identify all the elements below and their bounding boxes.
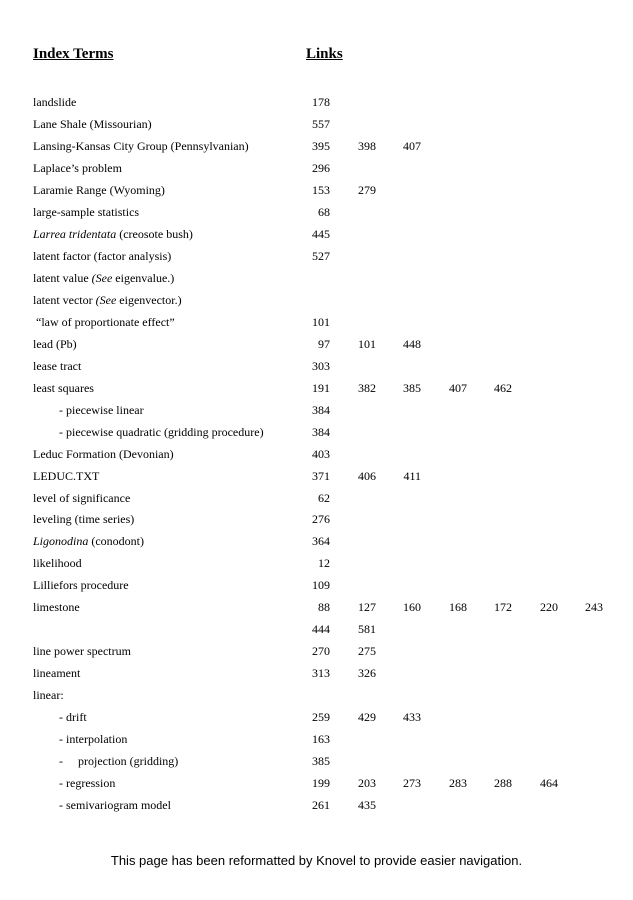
index-row (0, 578, 633, 600)
index-row (0, 447, 633, 469)
index-term: large-sample statistics (33, 204, 140, 219)
index-term: lead (Pb) (33, 336, 77, 351)
index-row (0, 139, 633, 161)
index-row (0, 425, 633, 447)
index-term: Larrea tridentata (creosote bush) (33, 226, 193, 241)
index-row (0, 622, 633, 644)
index-term: - projection (gridding) (59, 754, 179, 769)
index-term: latent factor (factor analysis) (33, 248, 172, 263)
index-row (0, 315, 633, 337)
page-link[interactable]: 273 (403, 776, 421, 791)
links-heading: Links (306, 46, 343, 62)
page-link[interactable]: 288 (494, 776, 512, 791)
page-link[interactable]: 259 (312, 710, 330, 725)
index-term: - regression (59, 776, 116, 791)
page-link[interactable]: 406 (358, 468, 376, 483)
index-term: latent value (See eigenvalue.) (33, 270, 175, 285)
page-link[interactable]: 178 (312, 95, 330, 109)
index-row (0, 183, 633, 205)
index-row (0, 381, 633, 403)
page-link[interactable]: 303 (312, 358, 330, 373)
index-row (0, 666, 633, 688)
index-term: - piecewise quadratic (gridding procedure) (59, 424, 264, 439)
index-term: leveling (time series) (33, 512, 135, 527)
page-link[interactable]: 276 (312, 512, 330, 527)
page-link[interactable]: 581 (358, 622, 376, 637)
index-term: - interpolation (59, 732, 128, 747)
index-term: lineament (33, 666, 81, 681)
index-row (0, 556, 633, 578)
index-term: Lane Shale (Missourian) (33, 117, 152, 131)
index-term: - drift (59, 710, 87, 725)
page-link[interactable]: 275 (358, 644, 376, 659)
page-link[interactable]: 283 (449, 776, 467, 791)
index-term: Lilliefors procedure (33, 578, 129, 593)
page-link[interactable]: 557 (312, 117, 330, 131)
index-row (0, 117, 633, 139)
page-link[interactable]: 384 (312, 424, 330, 439)
index-term: Lansing-Kansas City Group (Pennsylvanian) (33, 138, 249, 153)
page-link[interactable]: 203 (358, 776, 376, 791)
index-row (0, 512, 633, 534)
page-link[interactable]: 172 (494, 600, 512, 615)
index-row (0, 95, 633, 117)
page-link[interactable]: 313 (312, 666, 330, 681)
index-row (0, 293, 633, 315)
index-term: lease tract (33, 358, 82, 373)
page-link[interactable]: 407 (449, 380, 467, 395)
index-row (0, 271, 633, 293)
index-row (0, 600, 633, 622)
page-link[interactable]: 270 (312, 644, 330, 659)
index-row (0, 688, 633, 710)
index-term: level of significance (33, 490, 131, 505)
page-link[interactable]: 384 (312, 402, 330, 417)
page-link[interactable]: 433 (403, 710, 421, 725)
footer-note: This page has been reformatted by Knovel to provide easier navigation. (110, 853, 523, 868)
page-link[interactable]: 371 (312, 468, 330, 483)
page-link[interactable]: 444 (312, 622, 330, 637)
index-row (0, 205, 633, 227)
index-term: LEDUC.TXT (33, 468, 100, 483)
page-link[interactable]: 191 (312, 380, 330, 395)
page-link[interactable]: 88 (318, 600, 330, 615)
page-link[interactable]: 12 (318, 556, 330, 571)
page-link[interactable]: 385 (312, 754, 330, 769)
page-link[interactable]: 62 (318, 490, 330, 505)
page-link[interactable]: 68 (318, 204, 330, 219)
page-link[interactable]: 153 (312, 182, 330, 197)
index-row (0, 403, 633, 425)
page-link[interactable]: 168 (449, 600, 467, 615)
index-term: landslide (33, 95, 77, 109)
index-row (0, 469, 633, 491)
page-link[interactable]: 464 (540, 776, 558, 791)
page-link[interactable]: 101 (312, 314, 330, 329)
page-link[interactable]: 385 (403, 380, 421, 395)
index-row (0, 249, 633, 271)
page-link[interactable]: 279 (358, 182, 376, 197)
index-row (0, 491, 633, 513)
index-term: line power spectrum (33, 644, 131, 659)
index-term: - semivariogram model (59, 798, 171, 812)
page-link[interactable]: 261 (312, 798, 330, 812)
page-link[interactable]: 326 (358, 666, 376, 681)
page-link[interactable]: 395 (312, 138, 330, 153)
index-term: Laplace’s problem (33, 160, 122, 175)
page-link[interactable]: 407 (403, 138, 421, 153)
page-link[interactable]: 101 (358, 336, 376, 351)
page-link[interactable]: 220 (540, 600, 558, 615)
page-link[interactable]: 398 (358, 138, 376, 153)
page-link[interactable]: 382 (358, 380, 376, 395)
page-link[interactable]: 160 (403, 600, 421, 615)
index-row (0, 359, 633, 381)
page-link[interactable]: 199 (312, 776, 330, 791)
index-row (0, 776, 633, 798)
page-link[interactable]: 127 (358, 600, 376, 615)
page-link[interactable]: 296 (312, 160, 330, 175)
index-row (0, 337, 633, 359)
page-link[interactable]: 364 (312, 534, 330, 549)
page-link[interactable]: 462 (494, 380, 512, 395)
page-link[interactable]: 448 (403, 336, 421, 351)
page-link[interactable]: 109 (312, 578, 330, 593)
index-term: least squares (33, 380, 94, 395)
index-term: Leduc Formation (Devonian) (33, 446, 174, 461)
index-row (0, 161, 633, 183)
index-row (0, 754, 633, 776)
page-link[interactable]: 527 (312, 248, 330, 263)
index-term: Laramie Range (Wyoming) (33, 182, 165, 197)
page-link[interactable]: 97 (318, 336, 330, 351)
index-term: linear: (33, 688, 64, 703)
page-link[interactable]: 435 (358, 798, 376, 812)
index-row (0, 798, 633, 820)
page-link[interactable]: 411 (403, 468, 421, 483)
index-row (0, 732, 633, 754)
page-link[interactable]: 403 (312, 446, 330, 461)
page-link[interactable]: 163 (312, 732, 330, 747)
index-row (0, 644, 633, 666)
index-term: limestone (33, 600, 80, 615)
index-term: Ligonodina (conodont) (33, 534, 144, 549)
index-term: “law of proportionate effect” (33, 314, 175, 329)
index-term: - piecewise linear (59, 402, 144, 417)
index-row (0, 227, 633, 249)
page-link[interactable]: 429 (358, 710, 376, 725)
index-term: likelihood (33, 556, 82, 571)
index-terms-heading: Index Terms (33, 46, 114, 62)
page-link[interactable]: 243 (585, 600, 603, 615)
page-link[interactable]: 445 (312, 226, 330, 241)
index-row (0, 710, 633, 732)
index-row (0, 534, 633, 556)
index-term: latent vector (See eigenvector.) (33, 292, 182, 307)
